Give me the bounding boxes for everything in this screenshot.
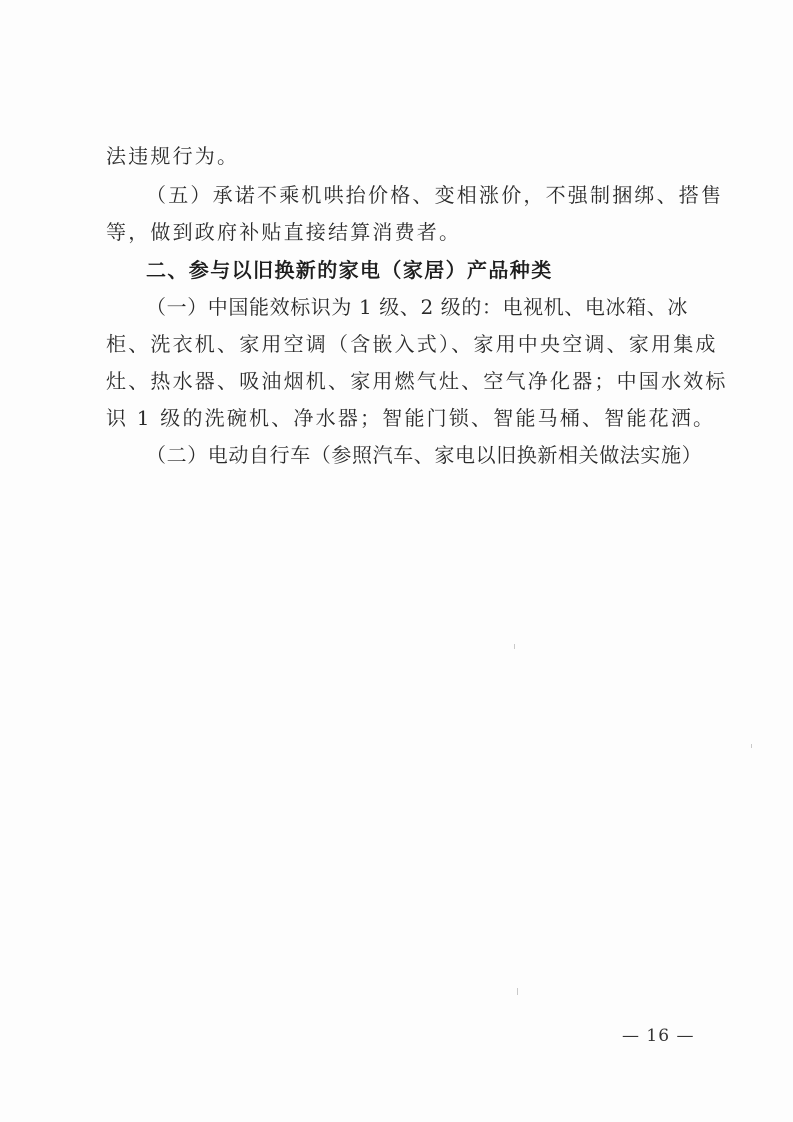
- paragraph-line-2: （五）承诺不乘机哄抬价格、变相涨价，不强制捆绑、搭售: [146, 183, 724, 207]
- scan-speck: [517, 988, 518, 995]
- section-heading: 二、参与以旧换新的家电（家居）产品种类: [146, 258, 553, 282]
- paragraph-line-1: 法违规行为。: [106, 144, 240, 168]
- paragraph-line-7: 灶、热水器、吸油烟机、家用燃气灶、空气净化器；中国水效标: [106, 369, 728, 393]
- paragraph-line-8: 识 1 级的洗碗机、净水器；智能门锁、智能马桶、智能花洒。: [106, 406, 716, 430]
- paragraph-line-9: （二）电动自行车（参照汽车、家电以旧换新相关做法实施）: [146, 443, 703, 467]
- paragraph-line-3: 等，做到政府补贴直接结算消费者。: [106, 220, 462, 244]
- paragraph-line-5: （一）中国能效标识为 1 级、2 级的：电视机、电冰箱、冰: [146, 295, 688, 319]
- paragraph-line-6: 柜、洗衣机、家用空调（含嵌入式）、家用中央空调、家用集成: [106, 332, 718, 356]
- page-number: — 16 —: [622, 1026, 695, 1046]
- scan-speck: [751, 744, 752, 748]
- scan-speck: [514, 644, 515, 649]
